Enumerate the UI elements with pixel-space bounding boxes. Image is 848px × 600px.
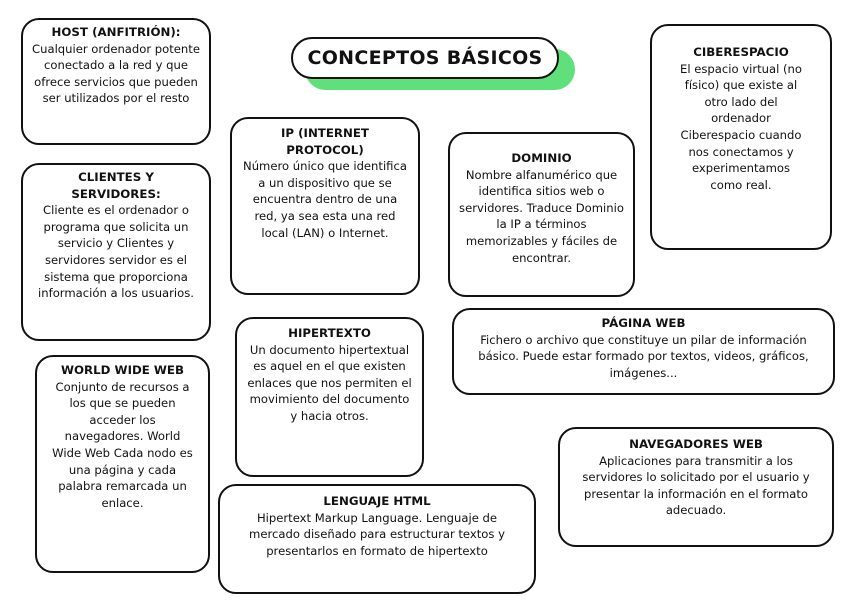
title-badge	[291, 37, 579, 92]
card-hipertexto	[235, 317, 424, 477]
card-navegadores-web	[558, 427, 834, 547]
card-pagina-text: Fichero o archivo que constituye un pilar de información básico. Puede estar formado por textos, videos, gráficos, imágenes...	[478, 332, 809, 380]
card-html-title: LENGUAJE HTML	[323, 494, 431, 508]
card-ip-title: IP (INTERNET PROTOCOL)	[281, 126, 369, 157]
card-navegadores-text: Aplicaciones para transmitir a los servidores lo solicitado por el usuario y presentar la información en el formato adecuado.	[582, 453, 810, 518]
page-title: CONCEPTOS BÁSICOS	[291, 37, 559, 79]
card-lenguaje-html	[218, 484, 536, 594]
card-html-text: Hipertext Markup Language. Lenguaje de mercado diseñado para estructurar textos y presentarlos en formato de hipertexto	[249, 510, 505, 558]
card-pagina-title: PÁGINA WEB	[601, 316, 686, 330]
card-hipertexto-text: Un documento hipertextual es aquel en el que existen enlaces que nos permiten el movimiento del documento y hacia otros.	[247, 342, 412, 423]
card-host	[21, 18, 211, 145]
card-www-title: WORLD WIDE WEB	[61, 363, 184, 377]
card-ciberespacio-text: El espacio virtual (no físico) que existe al otro lado del ordenador Ciberespacio cuando nos conectamos y experimentamos como real.	[680, 61, 802, 192]
card-hipertexto-title: HIPERTEXTO	[288, 326, 371, 340]
card-ip-text: Número único que identifica a un dispositivo que se encuentra dentro de una red, ya sea esta una red local (LAN) o Internet.	[243, 159, 407, 240]
card-www-text: Conjunto de recursos a los que se pueden acceder los navegadores. World Wide Web Cada nodo es una página y cada palabra remarcada un enlace.	[52, 379, 193, 510]
card-host-title: HOST (ANFITRIÓN):	[51, 25, 181, 39]
card-navegadores-title: NAVEGADORES WEB	[629, 437, 763, 451]
card-clientes-text: Cliente es el ordenador o programa que solicita un servicio y Clientes y servidores servidor es el sistema que proporciona información a los usuarios.	[38, 203, 194, 301]
card-ciberespacio-title: CIBERESPACIO	[693, 45, 789, 59]
card-ip	[230, 117, 420, 295]
card-dominio-text: Nombre alfanumérico que identifica sitios web o servidores. Traduce Dominio la IP a términos memorizables y fáciles de encontrar.	[459, 167, 624, 265]
card-pagina-web	[452, 308, 835, 395]
card-dominio	[448, 132, 635, 297]
card-clientes-servidores	[21, 163, 211, 341]
card-clientes-title: CLIENTES Y SERVIDORES:	[71, 170, 161, 201]
card-dominio-title: DOMINIO	[511, 151, 572, 165]
card-world-wide-web	[35, 355, 210, 573]
card-ciberespacio	[650, 24, 832, 250]
card-host-text: Cualquier ordenador potente conectado a la red y que ofrece servicios que pueden ser utilizados por el resto	[32, 41, 200, 106]
